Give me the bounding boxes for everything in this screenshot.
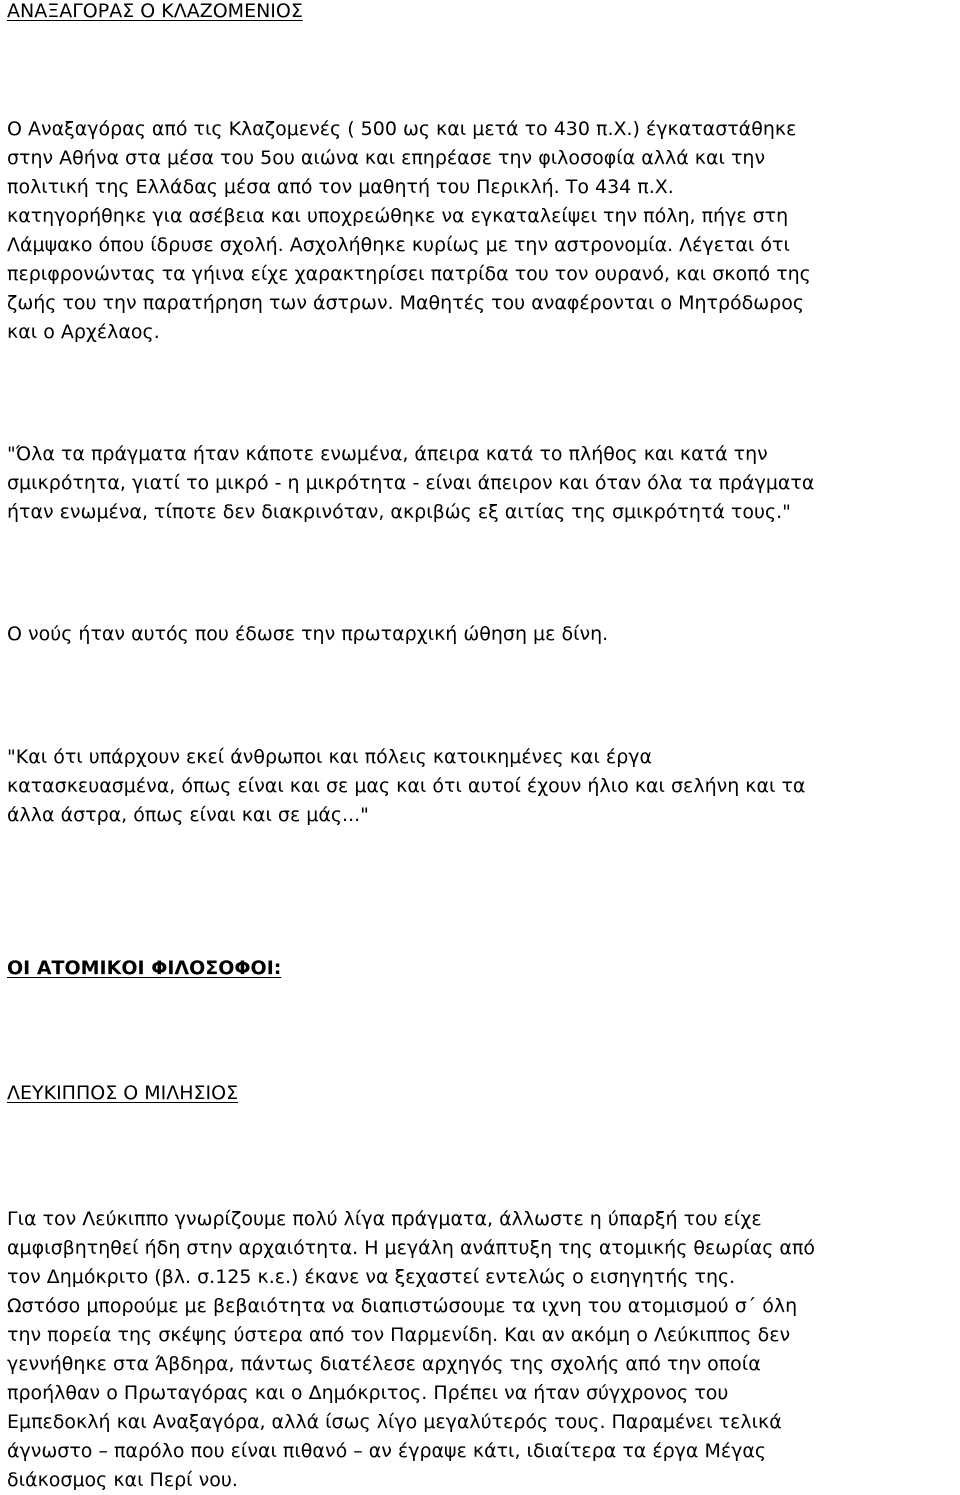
text-line: Λάμψακο όπου ίδρυσε σχολή. Ασχολήθηκε κυρίως με την αστρονομία. Λέγεται ότι: [7, 234, 790, 256]
anaxagoras-quote-1: [7, 440, 955, 527]
text-line: κατασκευασμένα, όπως είναι και σε μας και ότι αυτοί έχουν ήλιο και σελήνη και τα: [7, 775, 806, 797]
text-line: Για τον Λεύκιππο γνωρίζουμε πολύ λίγα πράγματα, άλλωστε η ύπαρξή του είχε: [7, 1208, 762, 1230]
text-line: γεννήθηκε στα Άβδηρα, πάντως διατέλεσε αρχηγός της σχολής από την οποία: [7, 1353, 761, 1375]
text-line: προήλθαν ο Πρωταγόρας και ο Δημόκριτος. Πρέπει να ήταν σύγχρονος του: [7, 1382, 729, 1404]
text-line: Εμπεδοκλή και Αναξαγόρα, αλλά ίσως λίγο μεγαλύτερός τους. Παραμένει τελικά: [7, 1411, 782, 1433]
text-line: ήταν ενωμένα, τίποτε δεν διακρινόταν, ακριβώς εξ αιτίας της σμικρότητά τους.": [7, 501, 791, 523]
text-line: Ωστόσο μπορούμε με βεβαιότητα να διαπιστώσουμε τα ιχνη του ατομισμού σ΄ όλη: [7, 1295, 798, 1317]
text-line: Ο νούς ήταν αυτός που έδωσε την πρωταρχική ώθηση με δίνη.: [7, 623, 609, 645]
text-line: πολιτική της Ελλάδας μέσα από τον μαθητή του Περικλή. Το 434 π.Χ.: [7, 176, 674, 198]
text-line: "Και ότι υπάρχουν εκεί άνθρωποι και πόλεις κατοικημένες και έργα: [7, 746, 653, 768]
text-line: την πορεία της σκέψης ύστερα από τον Παρμενίδη. Και αν ακόμη ο Λεύκιππος δεν: [7, 1324, 791, 1346]
section-leucippus-heading: [7, 1079, 955, 1108]
leucippus-bio-paragraph: [7, 1205, 955, 1495]
text-line: περιφρονώντας τα γήινα είχε χαρακτηρίσει πατρίδα του τον ουρανό, και σκοπό της: [7, 263, 811, 285]
text-line: κατηγορήθηκε για ασέβεια και υποχρεώθηκε να εγκαταλείψει την πόλη, πήγε στη: [7, 205, 789, 227]
text-line: άλλα άστρα, όπως είναι και σε μάς...": [7, 804, 369, 826]
anaxagoras-nous-paragraph: [7, 620, 955, 649]
text-line: αμφισβητηθεί ήδη στην αρχαιότητα. Η μεγάλη ανάπτυξη της ατομικής θεωρίας από: [7, 1237, 816, 1259]
anaxagoras-quote-2: [7, 743, 955, 830]
text-line: "Όλα τα πράγματα ήταν κάποτε ενωμένα, άπειρα κατά το πλήθος και κατά την: [7, 443, 768, 465]
anaxagoras-bio-paragraph: [7, 115, 955, 347]
atomists-heading: ΟΙ ΑΤΟΜΙΚΟΙ ΦΙΛΟΣΟΦΟΙ:: [7, 957, 282, 979]
text-line: και ο Αρχέλαος.: [7, 321, 160, 343]
text-line: Ο Αναξαγόρας από τις Κλαζομενές ( 500 ως και μετά το 430 π.Χ.) έγκαταστάθηκε: [7, 118, 797, 140]
text-line: τον Δημόκριτο (βλ. σ.125 κ.ε.) έκανε να ξεχαστεί εντελώς ο εισηγητής της.: [7, 1266, 736, 1288]
anaxagoras-heading: ΑΝΑΞΑΓΟΡΑΣ Ο ΚΛΑΖΟΜΕΝΙΟΣ: [7, 0, 303, 22]
text-line: άγνωστο – παρόλο που είναι πιθανό – αν έγραψε κάτι, ιδιαίτερα τα έργα Μέγας: [7, 1440, 767, 1462]
text-line: διάκοσμος και Περί νου.: [7, 1469, 238, 1491]
section-anaxagoras-heading: [7, 0, 955, 26]
section-atomists-heading: [7, 954, 955, 983]
leucippus-heading: ΛΕΥΚΙΠΠΟΣ Ο ΜΙΛΗΣΙΟΣ: [7, 1082, 239, 1104]
text-line: ζωής του την παρατήρηση των άστρων. Μαθητές του αναφέρονται ο Μητρόδωρος: [7, 292, 805, 314]
text-line: σμικρότητα, γιατί το μικρό - η μικρότητα - είναι άπειρον και όταν όλα τα πράγματα: [7, 472, 815, 494]
text-line: στην Αθήνα στα μέσα του 5ου αιώνα και επηρέασε την φιλοσοφία αλλά και την: [7, 147, 766, 169]
